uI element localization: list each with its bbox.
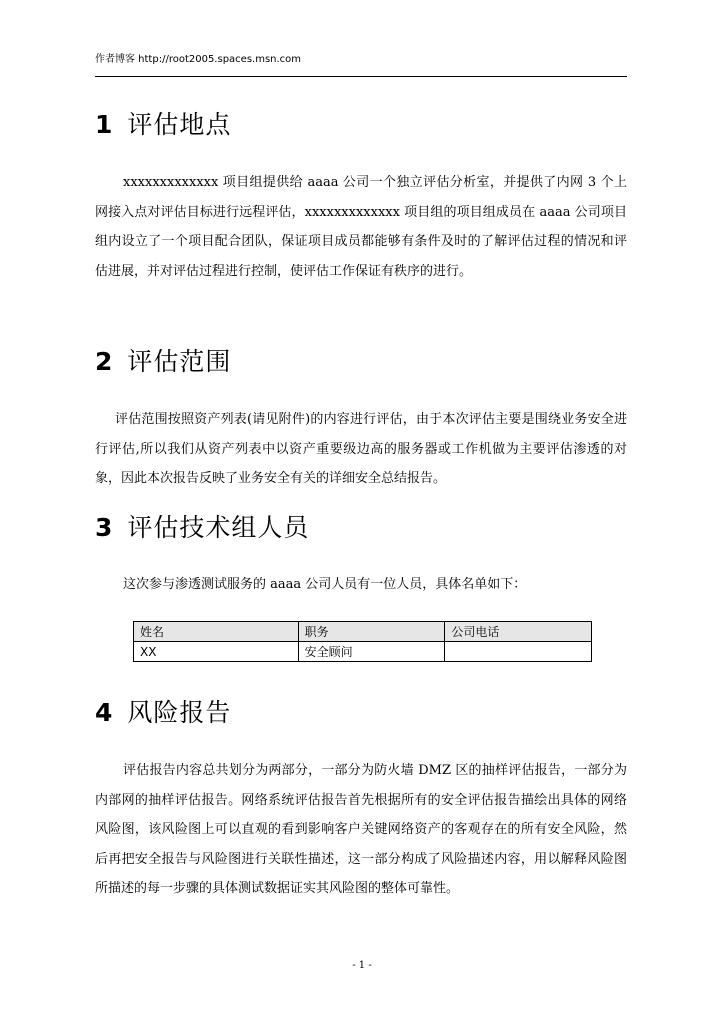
section-1-heading	[95, 105, 231, 141]
cell-position: 安全顾问	[298, 642, 445, 662]
page-number: - 1 -	[352, 960, 372, 971]
section-2-body: 评估范围按照资产列表(请见附件)的内容进行评估，由于本次评估主要是围绕业务安全进行评估,所以我们从资产列表中以资产重要级边高的服务器或工作机做为主要评估渗透的对象，因此本次报告反映了业务安全有关的详细安全总结报告。	[95, 412, 627, 486]
column-header-phone: 公司电话	[445, 622, 592, 642]
header-divider	[95, 76, 627, 77]
section-4-heading	[95, 693, 231, 729]
section-2-heading	[95, 342, 231, 378]
section-4-body: 评估报告内容总共划分为两部分，一部分为防火墙 DMZ 区的抽样评估报告，一部分为内部网的抽样评估报告。网络系统评估报告首先根据所有的安全评估报告描绘出具体的网络风险图，该风险图上可以直观的看到影响客户关键网络资产的客观存在的所有安全风险，然后再把安全报告与风险图进行关联性描述，这一部分构成了风险描述内容，用以解释风险图所描述的每一步骤的具体测试数据证实其风险图的整体可靠性。	[95, 763, 627, 896]
cell-name: XX	[134, 642, 299, 662]
section-number: 2	[95, 347, 114, 376]
section-3-body: 这次参与渗透测试服务的 aaaa 公司人员有一位人员，具体名单如下：	[123, 577, 527, 592]
section-title: 评估范围	[127, 347, 232, 376]
section-title: 评估地点	[127, 110, 232, 139]
page-header: 作者博客 http://root2005.spaces.msn.com	[95, 54, 302, 65]
staff-table	[133, 621, 592, 662]
cell-phone	[445, 642, 592, 662]
column-header-position: 职务	[298, 622, 445, 642]
section-3-heading	[95, 508, 309, 544]
section-number: 3	[95, 513, 114, 542]
section-number: 4	[95, 698, 114, 727]
table-row	[134, 642, 592, 662]
section-title: 评估技术组人员	[127, 513, 310, 542]
section-1-body: xxxxxxxxxxxxx 项目组提供给 aaaa 公司一个独立评估分析室，并提供了内网 3 个上网接入点对评估目标进行远程评估，xxxxxxxxxxxxx 项目组的项目组成员在 aaaa 公司项目组内设立了一个项目配合团队，保证项目成员都能够有条件及时的了解评估过程的情况和评估进展，并对评估过程进行控制，使评估工作保证有秩序的进行。	[95, 175, 627, 279]
section-title: 风险报告	[127, 698, 232, 727]
section-number: 1	[95, 110, 114, 139]
column-header-name: 姓名	[134, 622, 299, 642]
table-header-row	[134, 622, 592, 642]
